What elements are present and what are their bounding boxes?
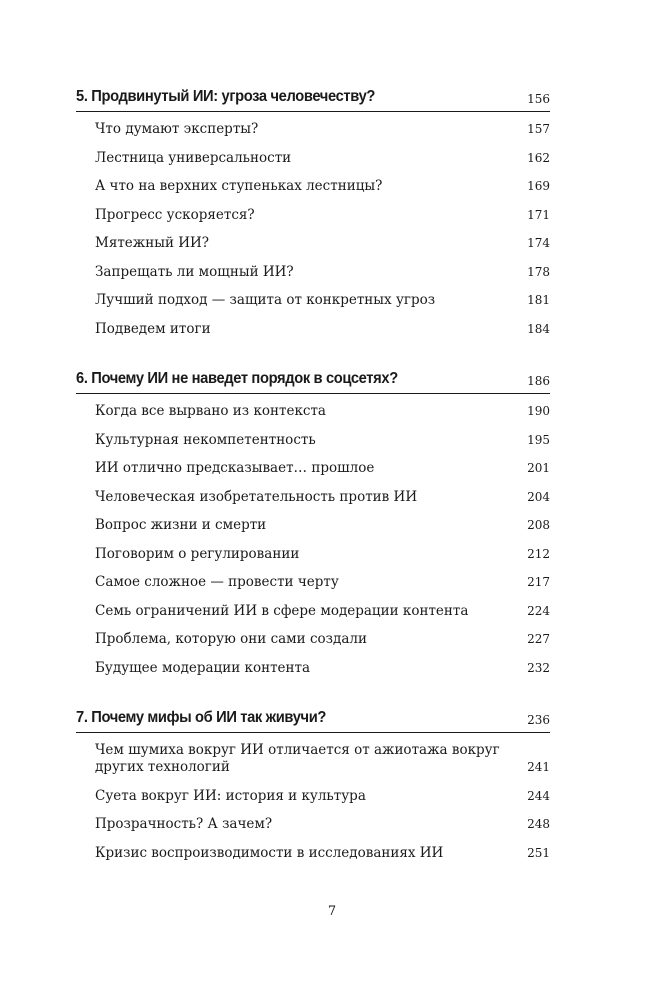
entry-title: А что на верхних ступеньках лестницы?	[95, 178, 383, 194]
chapter-5	[76, 88, 550, 343]
entry-page-number: 190	[527, 404, 550, 418]
entry-page-number: 212	[527, 546, 550, 561]
entry-title: Что думают эксперты?	[95, 121, 259, 137]
chapter-title: 5. Продвинутый ИИ: угроза человечеству?	[76, 88, 376, 105]
entry-title: Культурная некомпетентность	[95, 431, 316, 448]
toc-entry	[95, 540, 550, 569]
toc-entry	[95, 654, 550, 683]
entry-page-number: 204	[527, 489, 550, 504]
entry-title: Суета вокруг ИИ: история и культура	[95, 787, 366, 804]
toc-entry	[95, 483, 550, 512]
entry-page-number: 248	[527, 817, 550, 831]
entry-page-number: 232	[527, 660, 550, 675]
chapter-heading	[76, 88, 550, 112]
entry-page-number: 227	[527, 632, 550, 646]
toc-entry	[95, 115, 550, 144]
chapter-heading	[76, 709, 550, 733]
entry-title: Прозрачность? А зачем?	[95, 816, 273, 832]
entry-title: Подведем итоги	[95, 320, 211, 337]
entry-title: Самое сложное — провести черту	[95, 574, 339, 590]
entry-title: Прогресс ускоряется?	[95, 206, 255, 223]
entry-title: Человеческая изобретательность против ИИ	[95, 488, 418, 505]
chapter-page-number: 156	[527, 92, 550, 106]
table-of-contents	[76, 88, 550, 894]
toc-entry	[95, 397, 550, 426]
toc-entry	[95, 810, 550, 839]
entry-title: Проблема, которую они сами создали	[95, 631, 367, 647]
toc-entry	[95, 229, 550, 258]
chapter-heading	[76, 370, 550, 394]
entry-page-number: 184	[527, 321, 550, 336]
chapter-title: 6. Почему ИИ не наведет порядок в соцсетях?	[76, 370, 398, 387]
entry-title: Запрещать ли мощный ИИ?	[95, 263, 294, 280]
toc-entry	[95, 201, 550, 230]
entry-page-number: 178	[527, 264, 550, 279]
chapter-7	[76, 709, 550, 867]
entry-title: Чем шумиха вокруг ИИ отличается от ажиотажа вокруг других технологий	[95, 742, 500, 775]
entry-page-number: 208	[527, 518, 550, 532]
page-number: 7	[327, 904, 337, 919]
chapter-entries	[95, 394, 550, 682]
entry-page-number: 217	[527, 575, 550, 589]
entry-page-number: 251	[527, 845, 550, 860]
entry-title: Лестница универсальности	[95, 149, 292, 166]
toc-entry	[95, 454, 550, 483]
entry-page-number: 162	[527, 150, 550, 165]
entry-page-number: 195	[527, 432, 550, 447]
chapter-entries	[95, 733, 550, 867]
toc-entry	[95, 172, 550, 201]
entry-title: ИИ отлично предсказывает… прошлое	[95, 460, 375, 476]
toc-entry	[95, 597, 550, 626]
entry-page-number: 181	[527, 293, 550, 307]
entry-title: Будущее модерации контента	[95, 659, 311, 676]
toc-entry	[95, 426, 550, 455]
entry-page-number: 157	[527, 122, 550, 136]
chapter-page-number: 186	[527, 374, 550, 388]
entry-page-number: 224	[527, 603, 550, 618]
entry-title: Семь ограничений ИИ в сфере модерации контента	[95, 602, 469, 619]
toc-entry	[95, 144, 550, 173]
chapter-6	[76, 370, 550, 682]
toc-entry	[95, 286, 550, 315]
toc-entry	[95, 258, 550, 287]
toc-entry	[95, 625, 550, 654]
entry-title: Лучший подход — защита от конкретных угроз	[95, 292, 436, 308]
entry-title: Вопрос жизни и смерти	[95, 517, 267, 533]
entry-title: Поговорим о регулировании	[95, 545, 300, 562]
toc-entry	[95, 568, 550, 597]
entry-title: Когда все вырвано из контекста	[95, 403, 326, 419]
chapter-title: 7. Почему мифы об ИИ так живучи?	[76, 709, 327, 726]
entry-title: Кризис воспроизводимости в исследованиях ИИ	[95, 844, 444, 861]
toc-entry	[95, 839, 550, 868]
chapter-page-number: 236	[527, 713, 550, 727]
toc-entry	[95, 315, 550, 344]
entry-page-number: 241	[527, 760, 550, 774]
toc-entry	[95, 511, 550, 540]
entry-page-number: 174	[527, 236, 550, 250]
entry-page-number: 169	[527, 179, 550, 193]
entry-page-number: 171	[527, 207, 550, 222]
entry-title: Мятежный ИИ?	[95, 235, 210, 251]
entry-page-number: 201	[527, 461, 550, 475]
toc-entry	[95, 782, 550, 811]
toc-entry	[95, 736, 550, 782]
entry-page-number: 244	[527, 788, 550, 803]
chapter-entries	[95, 112, 550, 343]
